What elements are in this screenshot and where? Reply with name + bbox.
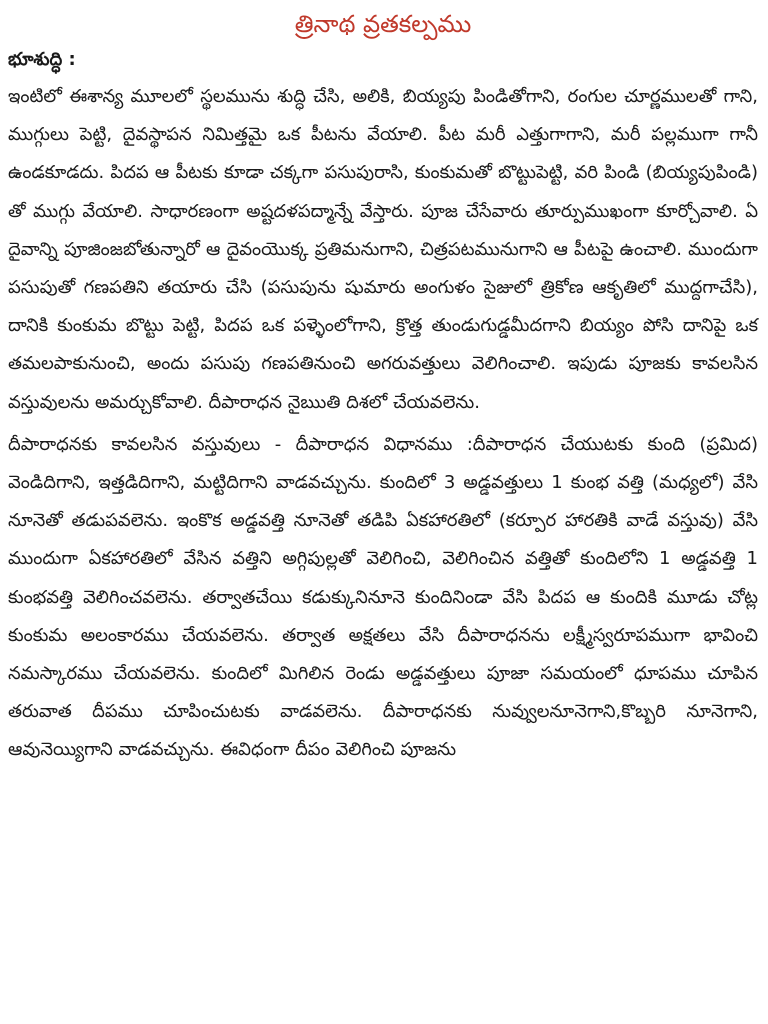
- section-bhushuddhi: [8, 46, 758, 422]
- page-title: త్రినాథ వ్రతకల్పము: [294, 10, 472, 38]
- section-deeparadhana: [8, 426, 758, 770]
- section-body: ఇంటిలో ఈశాన్య మూలలో స్థలమును శుద్ధి చేసి, అలికి, బియ్యపు పిండితోగాని, రంగుల చూర్ణములతో గాని, ముగ్గులు పెట్టి, దైవస్థాపన నిమిత్తమై ఒక పీటను వేయాలి. పీట మరీ ఎత్తుగాగాని, మరీ పల్లముగా గానీ ఉండకూడదు. పిదప ఆ పీటకు కూడా చక్కగా పసుపురాసి, కుంకుమతో బొట్టుపెట్టి, వరి పిండి (బియ్యపుపిండి) తో ముగ్గు వేయాలి. సాధారణంగా అష్టదళపద్మాన్నే వేస్తారు. పూజ చేసేవారు తూర్పుముఖంగా కూర్చోవాలి. ఏ దైవాన్ని పూజింజబోతున్నారో ఆ దైవంయొక్క ప్రతిమనుగాని, చిత్రపటమునుగాని ఆ పీటపై ఉంచాలి. ముందుగా పసుపుతో గణపతిని తయారు చేసి (పసుపును షుమారు అంగుళం సైజులో త్రికోణ ఆకృతిలో ముద్దగాచేసి), దానికి కుంకుమ బొట్టు పెట్టి, పిదప ఒక పళ్ళెంలోగాని, క్రొత్త తుండుగుడ్డమీదగాని బియ్యం పోసి దానిపై ఒక తమలపాకునుంచి, అందు పసుపు గణపతినుంచి అగరువత్తులు వెలిగించాలి. ఇపుడు పూజకు కావలసిన వస్తువులను అమర్చుకోవాలి. దీపారాధన నైఋతి దిశలో చేయవలెను.: [8, 86, 758, 413]
- section-body: దీపారాధన చేయుటకు కుంది (ప్రమిద) వెండిదిగాని, ఇత్తడిదిగాని, మట్టిదిగాని వాడవచ్చును. కుందిలో 3 అడ్డవత్తులు 1 కుంభ వత్తి (మధ్యలో) వేసి నూనెతో తడుపవలెను. ఇంకొక అడ్డవత్తి నూనెతో తడిపి ఏకహారతిలో (కర్పూర హారతికి వాడే వస్తువు) వేసి ముందుగా ఏకహారతిలో వేసిన వత్తిని అగ్గిపుల్లతో వెలిగించి, వెలిగించిన వత్తితో కుందిలోని 1 అడ్డవత్తి 1 కుంభవత్తి వెలిగించవలెను. తర్వాతచేయి కడుక్కునినూనె కుందినిండా వేసి పిదప ఆ కుందికి మూడు చోట్ల కుంకుమ అలంకారము చేయవలెను. తర్వాత అక్షతలు వేసి దీపారాధనను లక్ష్మీస్వరూపముగా భావించి నమస్కారము చేయవలెను. కుందిలో మిగిలిన రెండు అడ్డవత్తులు పూజా సమయంలో ధూపము చూపిన తరువాత దీపము చూపించుటకు వాడవలెను. దీపారాధనకు నువ్వులనూనెగాని,కొబ్బరి నూనెగాని, ఆవునెయ్యిగాని వాడవచ్చును. ఈవిధంగా దీపం వెలిగించి పూజను: [8, 433, 758, 761]
- section-paragraph: [8, 426, 758, 770]
- section-heading: భూశుద్ధి :: [8, 49, 76, 70]
- section-lead: దీపారాధనకు కావలసిన వస్తువులు - దీపారాధన విధానము :: [8, 433, 473, 455]
